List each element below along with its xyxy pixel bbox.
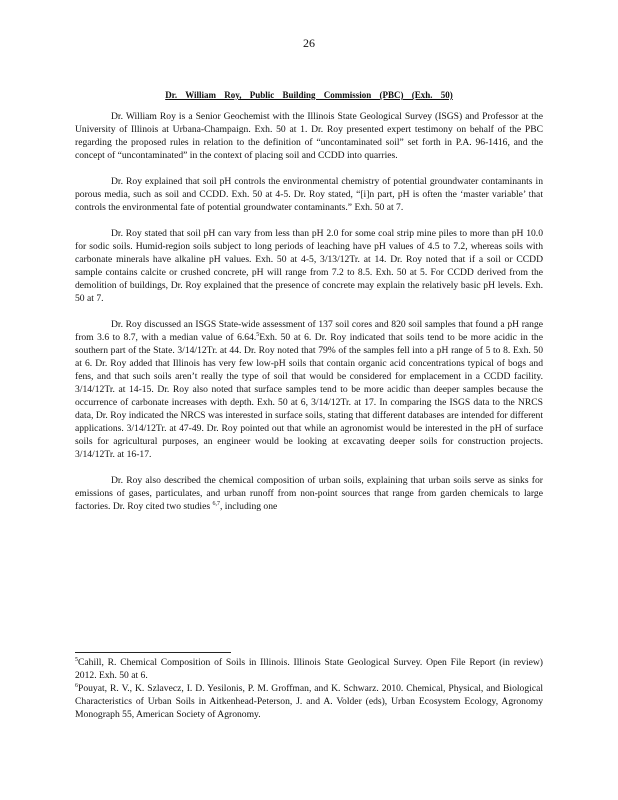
paragraph-isgs-assessment [75, 318, 543, 461]
paragraph-roy-background: Dr. William Roy is a Senior Geochemist with the Illinois State Geological Survey (ISGS) and Professor at the University of Illinois at Urbana-Champaign. Exh. 50 at 1. Dr. Roy presented expert testimony on behalf of the PBC regarding the proposed rules in relation to the definition of “uncontaminated soil” set forth in P.A. 96-1416, and the concept of “uncontaminated” in the context of placing soil and CCDD into quarries. [75, 111, 543, 161]
footnote-6 [75, 682, 543, 721]
footnote-ref-6-7: 6,7 [212, 500, 220, 507]
footnote-ref-5: 5 [256, 331, 260, 338]
body-text [75, 110, 543, 526]
footnote-5-number: 5 [75, 656, 78, 663]
footnote-5 [75, 656, 543, 682]
paragraph-isgs-assessment-part1: Dr. Roy discussed an ISGS State-wide assessment of 137 soil cores and 820 soil samples that found a pH range from 3.6 to 8.7, with a median value of 6.64. [75, 319, 543, 343]
paragraph-urban-soils-part2: , including one [220, 501, 278, 512]
footnote-divider [75, 652, 231, 653]
footnote-6-text: Pouyat, R. V., K. Szlavecz, I. D. Yesilonis, P. M. Groffman, and K. Schwarz. 2010. Chemical, Physical, and Biological Characteristics of Urban Soils in Aitkenhead-Peterson, J. and A. Volder (eds), Urban Ecosystem Ecology, Agronomy Monograph 55, American Society of Agronomy. [75, 683, 543, 720]
paragraph-urban-soils [75, 474, 543, 513]
footnote-6-number: 6 [75, 682, 78, 689]
paragraph-soil-ph-controls: Dr. Roy explained that soil pH controls the environmental chemistry of potential groundwater contaminants in porous media, such as soil and CCDD. Exh. 50 at 4-5. Dr. Roy stated, “[i]n part, pH is often the ‘master variable’ that controls the environmental fate of potential groundwater contaminants.” Exh. 50 at 7. [75, 176, 543, 213]
page-number: 26 [303, 36, 315, 50]
paragraph-ph-variation: Dr. Roy stated that soil pH can vary from less than pH 2.0 for some coal strip mine piles to more than pH 10.0 for sodic soils. Humid-region soils subject to long periods of leaching have pH values of 4.5 to 7.2, whereas soils with carbonate minerals have alkaline pH values. Exh. 50 at 4-5, 3/13/12Tr. at 14. Dr. Roy noted that if a soil or CCDD sample contains calcite or crushed concrete, pH will range from 7.2 to 8.5. Exh. 50 at 5. For CCDD derived from the demolition of buildings, Dr. Roy explained that the presence of concrete may explain the relatively basic pH levels. Exh. 50 at 7. [75, 228, 543, 304]
paragraph-isgs-assessment-part2: Exh. 50 at 6. Dr. Roy indicated that soils tend to be more acidic in the southern part of the State. 3/14/12Tr. at 44. Dr. Roy noted that 79% of the samples fell into a pH range of 5 to 8. Exh. 50 at 6. Dr. Roy added that Illinois has very few low-pH soils that contain organic acid concentrations typical of bogs and fens, and that such soils aren’t really the type of soil that would be considered for emplacement in a CCDD facility. 3/14/12Tr. at 14-15. Dr. Roy also noted that surface samples tend to be more acidic than deeper samples because the occurrence of carbonate increases with depth. Exh. 50 at 6, 3/14/12Tr. at 17. In comparing the ISGS data to the NRCS data, Dr. Roy indicated the NRCS was interested in surface soils, stating that different databases are intended for different applications. 3/14/12Tr. at 47-49. Dr. Roy pointed out that while an agronomist would be interested in the pH of surface soils for agricultural purposes, an engineer would be looking at excavating deeper soils for construction projects. 3/14/12Tr. at 16-17. [75, 332, 543, 460]
section-heading [0, 90, 618, 100]
footnote-5-text: Cahill, R. Chemical Composition of Soils in Illinois. Illinois State Geological Survey. Open File Report (in review) 2012. Exh. 50 at 6. [75, 657, 543, 681]
footnotes [75, 656, 543, 721]
paragraph-urban-soils-part1: Dr. Roy also described the chemical composition of urban soils, explaining that urban soils serve as sinks for emissions of gases, particulates, and urban runoff from non-point sources that range from garden chemicals to large factories. Dr. Roy cited two studies [75, 475, 543, 512]
section-heading-text: Dr. William Roy, Public Building Commission (PBC) (Exh. 50) [165, 90, 453, 100]
